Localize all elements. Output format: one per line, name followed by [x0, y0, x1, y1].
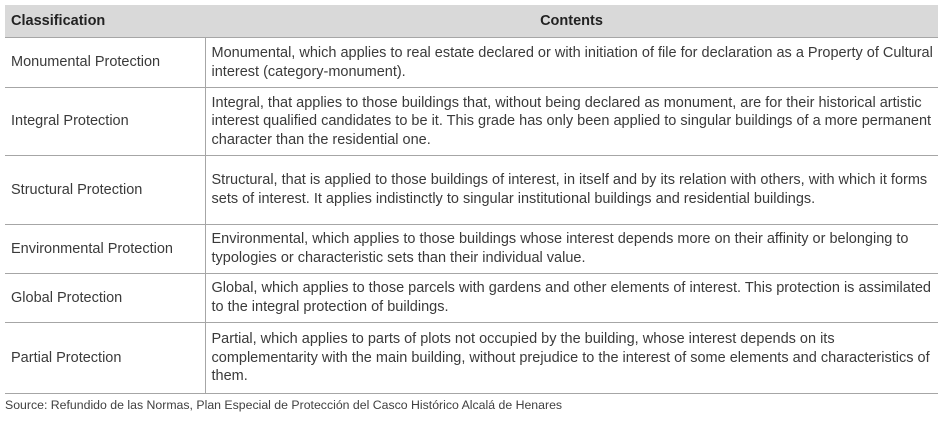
contents-cell: Partial, which applies to parts of plots not occupied by the building, whose interest depends on its complementarity with the main building, without prejudice to the interest of some elements and characteristics of them. — [205, 323, 938, 394]
protection-classification-table — [5, 5, 938, 394]
header-classification: Classification — [5, 5, 205, 38]
classification-cell: Environmental Protection — [5, 225, 205, 274]
classification-cell: Monumental Protection — [5, 38, 205, 88]
contents-cell: Environmental, which applies to those buildings whose interest depends more on their affinity or belonging to typologies or characteristic sets than their individual value. — [205, 225, 938, 274]
table-row — [5, 156, 938, 225]
contents-cell: Monumental, which applies to real estate declared or with initiation of file for declaration as a Property of Cultural interest (category-monument). — [205, 38, 938, 88]
contents-cell: Global, which applies to those parcels with gardens and other elements of interest. This protection is assimilated to the integral protection of buildings. — [205, 274, 938, 323]
table-body — [5, 38, 938, 394]
protection-table-container — [5, 5, 938, 394]
table-row — [5, 323, 938, 394]
contents-cell: Integral, that applies to those buildings that, without being declared as monument, are for their historical artistic interest qualified candidates to be it. This grade has only been applied to singular buildings of a more permanent character than the residential one. — [205, 88, 938, 156]
table-row — [5, 274, 938, 323]
classification-cell: Structural Protection — [5, 156, 205, 225]
classification-cell: Integral Protection — [5, 88, 205, 156]
table-row — [5, 225, 938, 274]
table-header — [5, 5, 938, 38]
table-row — [5, 88, 938, 156]
contents-cell: Structural, that is applied to those buildings of interest, in itself and by its relation with others, with which it forms sets of interest. It applies indistinctly to singular institutional buildings and residential buildings. — [205, 156, 938, 225]
classification-cell: Partial Protection — [5, 323, 205, 394]
table-header-row — [5, 5, 938, 38]
source-note: Source: Refundido de las Normas, Plan Especial de Protección del Casco Histórico Alcalá de Henares — [5, 398, 563, 412]
table-row — [5, 38, 938, 88]
classification-cell: Global Protection — [5, 274, 205, 323]
header-contents: Contents — [205, 5, 938, 38]
